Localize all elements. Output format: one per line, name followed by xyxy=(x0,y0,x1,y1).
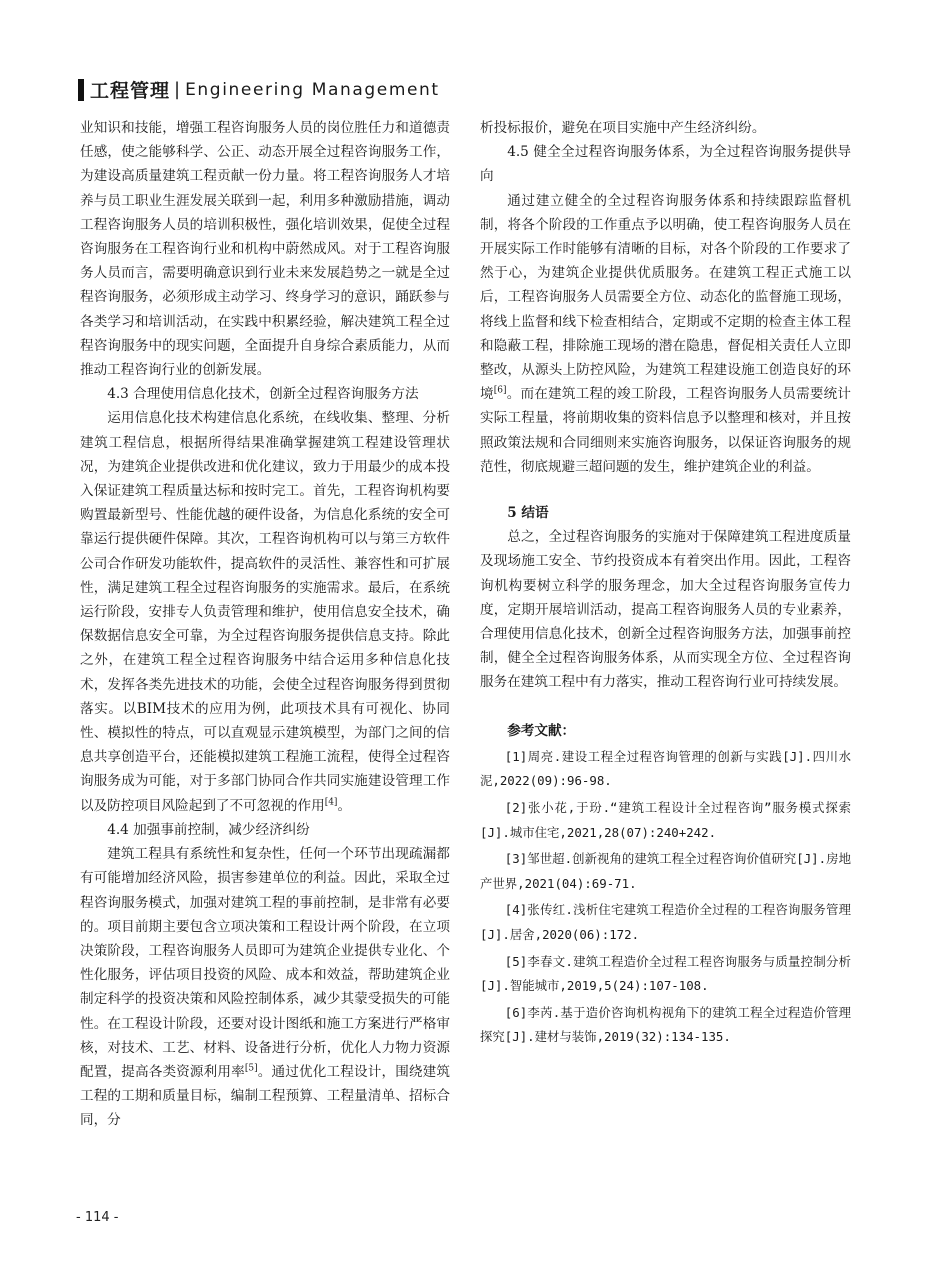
references-title: 参考文献： xyxy=(507,722,576,739)
paragraph: 析投标报价，避免在项目实施中产生经济纠纷。 xyxy=(480,120,766,136)
paragraph-text: 。 xyxy=(337,797,352,814)
section-heading-4-4: 4.4 加强事前控制，减少经济纠纷 xyxy=(107,821,310,838)
right-column xyxy=(480,116,851,1050)
reference-item: [1]周亮.建设工程全过程咨询管理的创新与实践[J].四川水泥,2022(09):96-98. xyxy=(480,748,851,789)
section-heading-4-5: 4.5 健全全过程咨询服务体系，为全过程咨询服务提供导向 xyxy=(480,144,851,185)
paragraph xyxy=(80,406,450,817)
citation-6: [6] xyxy=(493,385,507,396)
paragraph xyxy=(480,189,851,479)
page-number: - 114 - xyxy=(76,1210,119,1225)
page-header xyxy=(78,76,440,103)
paragraph: 总之，全过程咨询服务的实施对于保障建筑工程进度质量及现场施工安全、节约投资成本有着突出作用。因此，工程咨询机构要树立科学的服务理念，加大全过程咨询服务宣传力度，定期开展培训活动，提高工程咨询服务人员的专业素养，合理使用信息化技术，创新全过程咨询服务方法，加强事前控制，健全全过程咨询服务体系，从而实现全方位、全过程咨询服务在建筑工程中有力落实，推动工程咨询行业可持续发展。 xyxy=(480,529,851,691)
paragraph-text: 。而在建筑工程的竣工阶段，工程咨询服务人员需要统计实际工程量，将前期收集的资料信息予以整理和核对，并且按照政策法规和合同细则来实施咨询服务，以保证咨询服务的规范性，彻底规避三超问题的发生，维护建筑企业的利益。 xyxy=(480,386,852,475)
reference-item: [2]张小花,于玢.“建筑工程设计全过程咨询”服务模式探索[J].城市住宅,2021,28(07):240+242. xyxy=(480,800,851,840)
header-title-en: Engineering Management xyxy=(185,79,440,100)
section-heading-5: 5 结语 xyxy=(507,505,549,522)
reference-item: [4]张传红.浅析住宅建筑工程造价全过程的工程咨询服务管理[J].居舍,2020(06):172. xyxy=(480,902,851,943)
paragraph-text: 建筑工程具有系统性和复杂性，任何一个环节出现疏漏都有可能增加经济风险，损害参建单位的利益。因此，采取全过程咨询服务模式，加强对建筑工程的事前控制，是非常有必要的。项目前期主要包含立项决策和工程设计两个阶段，在立项决策阶段，工程咨询服务人员即可为建筑企业提供专业化、个性化服务，评估项目投资的风险、成本和效益，帮助建筑企业制定科学的投资决策和风险控制体系，减少其蒙受损失的可能性。在工程设计阶段，还要对设计图纸和施工方案进行严格审核，对技术、工艺、材料、设备进行分析，优化人力物力资源配置，提高各类资源利用率 xyxy=(80,846,450,1080)
citation-5: [5] xyxy=(244,1063,258,1074)
reference-item: [6]李芮.基于造价咨询机构视角下的建筑工程全过程造价管理探究[J].建材与装饰,2019(32):134-135. xyxy=(480,1004,851,1045)
paragraph: 业知识和技能，增强工程咨询服务人员的岗位胜任力和道德责任感，使之能够科学、公正、动态开展全过程咨询服务工作，为建设高质量建筑工程贡献一份力量。将工程咨询服务人才培养与员工职业生涯发展关联到一起，利用多种激励措施，调动工程咨询服务人员的培训积极性，强化培训效果，促使全过程咨询服务在工程咨询行业和机构中蔚然成风。对于工程咨询服务人员而言，需要明确意识到行业未来发展趋势之一就是全过程咨询服务，必须形成主动学习、终身学习的意识，踊跃参与各类学习和培训活动，在实践中积累经验，解决建筑工程全过程咨询服务中的现实问题，全面提升自身综合素质能力，从而推动工程咨询行业的创新发展。 xyxy=(80,120,450,379)
header-title-cn: 工程管理 xyxy=(90,80,171,102)
left-column xyxy=(80,116,450,1133)
header-separator: | xyxy=(174,79,181,100)
header-bar xyxy=(78,79,84,101)
section-heading-4-3: 4.3 合理使用信息化技术，创新全过程咨询服务方法 xyxy=(107,386,419,403)
paragraph-text: 。通过优化工程设计，围绕建筑工程的工期和质量目标，编制工程预算、工程量清单、招标合同，分 xyxy=(80,1063,451,1129)
citation-4: [4] xyxy=(324,797,338,808)
reference-item: [5]李春文.建筑工程造价全过程工程咨询服务与质量控制分析[J].智能城市,2019,5(24):107-108. xyxy=(480,953,851,994)
paragraph xyxy=(80,842,450,1132)
reference-item: [3]邹世超.创新视角的建筑工程全过程咨询价值研究[J].房地产世界,2021(04):69-71. xyxy=(480,851,851,891)
paragraph-text: 运用信息化技术构建信息化系统，在线收集、整理、分析建筑工程信息，根据所得结果准确掌握建筑工程建设管理状况，为建筑企业提供改进和优化建议，致力于用最少的成本投入保证建筑工程质量达标和按时完工。首先，工程咨询机构要购置最新型号、性能优越的硬件设备，为信息化系统的安全可靠运行提供硬件保障。其次，工程咨询机构可以与第三方软件公司合作研发功能软件，提高软件的灵活性、兼容性和可扩展性，满足建筑工程全过程咨询服务的实施需求。最后，在系统运行阶段，安排专人负责管理和维护，使用信息安全技术，确保数据信息安全可靠，为全过程咨询服务提供信息支持。除此之外，在建筑工程全过程咨询服务中结合运用多种信息化技术，发挥各类先进技术的功能，会使全过程咨询服务得到贯彻落实。以BIM技术的应用为例，此项技术具有可视化、协同性、模拟性的特点，可以直观显示建筑模型，为部门之间的信息共享创造平台，还能模拟建筑工程施工流程，使得全过程咨询服务成为可能，对于多部门协同合作共同实施建设管理工作以及防控项目风险起到了不可忽视的作用 xyxy=(80,410,450,814)
reference-list xyxy=(480,745,851,1050)
paragraph-text: 通过建立健全的全过程咨询服务体系和持续跟踪监督机制，将各个阶段的工作重点予以明确，使工程咨询服务人员在开展实际工作时能够有清晰的目标，对各个阶段的工作要求了然于心，为建筑企业提供优质服务。在建筑工程正式施工以后，工程咨询服务人员需要全方位、动态化的监督施工现场，将线上监督和线下检查相结合，定期或不定期的检查主体工程和隐蔽工程，排除施工现场的潜在隐患，督促相关责任人立即整改，从源头上防控风险，为建筑工程建设施工创造良好的环境 xyxy=(480,192,851,403)
